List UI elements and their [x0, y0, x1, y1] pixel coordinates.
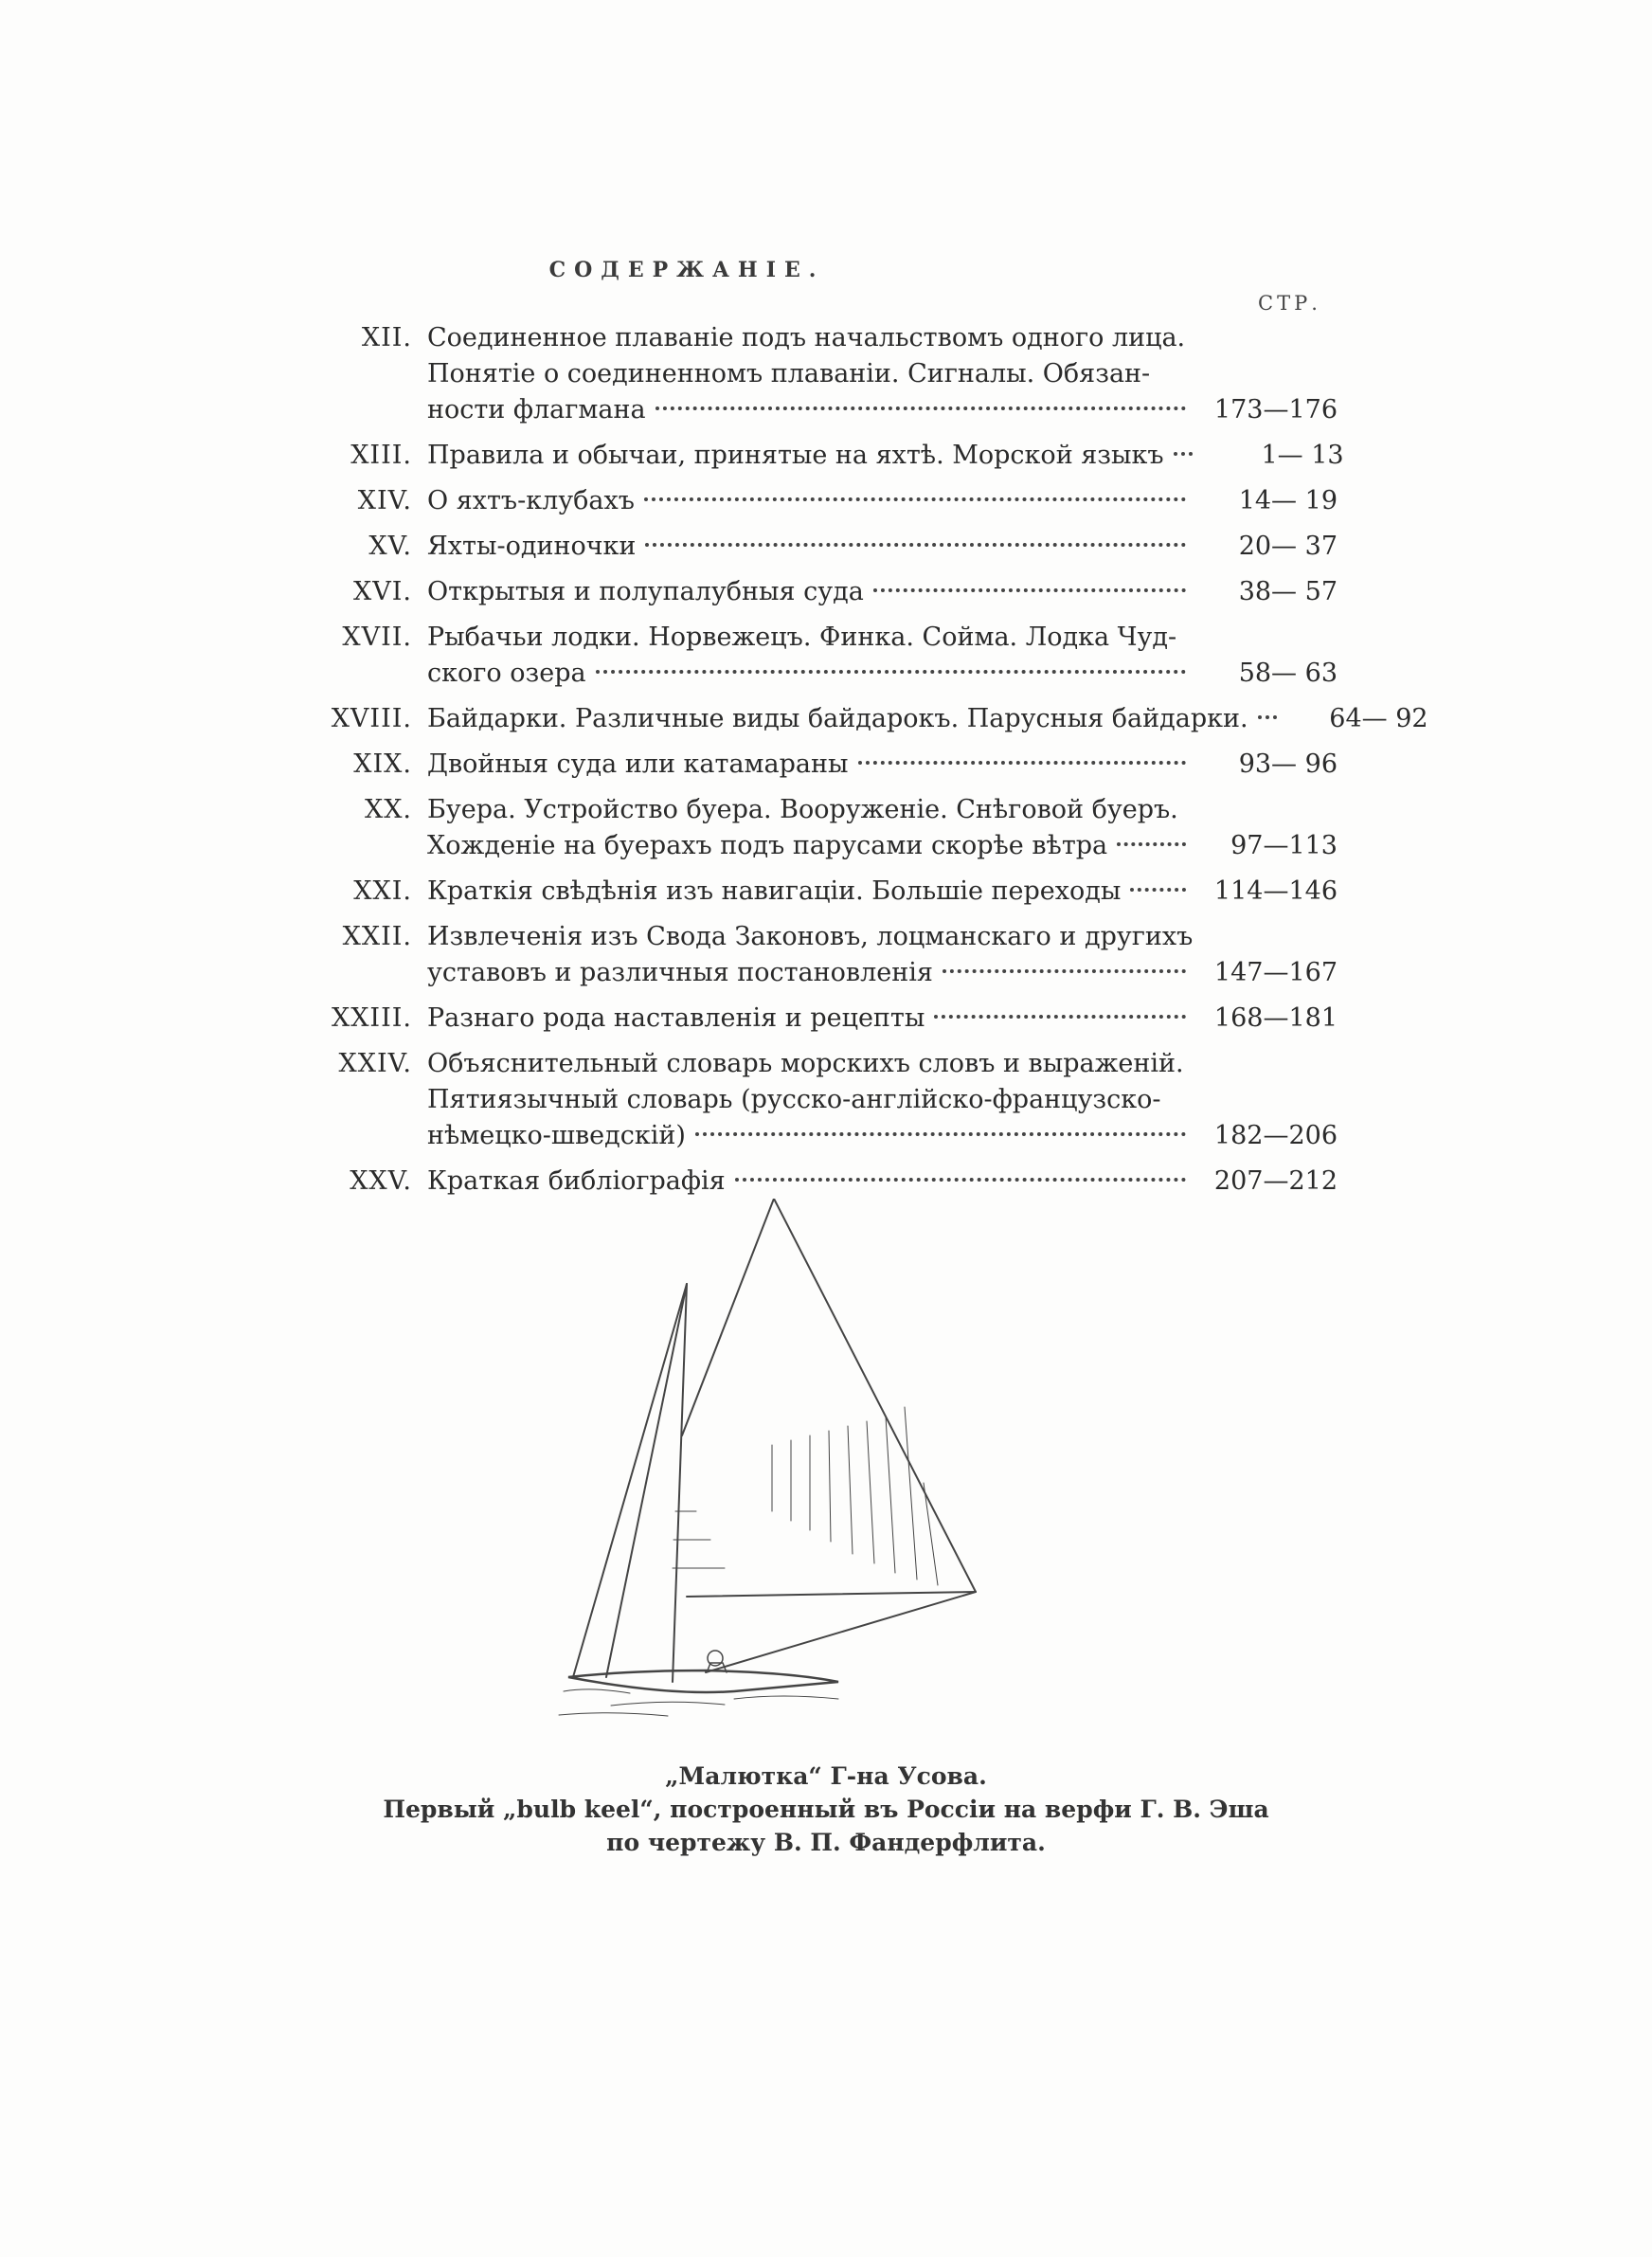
- chapter-title-line: Извлеченія изъ Свода Законовъ, лоцманскаго и другихъ: [427, 922, 1194, 951]
- dot-leader: [695, 1132, 1186, 1136]
- dot-leader: [873, 588, 1186, 592]
- page-range: 168—181: [1213, 1003, 1338, 1033]
- chapter-number: XX.: [364, 795, 412, 824]
- page-range: 173—176: [1213, 395, 1338, 424]
- chapter-title-line: Соединенное плаваніе подъ начальствомъ одного лица.: [427, 323, 1186, 352]
- page-range: 58— 63: [1238, 659, 1338, 688]
- toc-entry: [322, 438, 1344, 474]
- page-range: 38— 57: [1238, 577, 1338, 606]
- sailboat-illustration: [554, 1199, 990, 1729]
- chapter-title-line: нѣмецко-шведскій): [427, 1121, 686, 1150]
- chapter-number: XXII.: [342, 922, 412, 951]
- page-range: 20— 37: [1238, 532, 1338, 561]
- chapter-title-line: ского озера: [427, 659, 586, 688]
- chapter-title-line: Краткая библіографія: [427, 1166, 726, 1196]
- chapter-title-line: Двойныя суда или катамараны: [427, 749, 849, 779]
- dot-leader: [934, 1015, 1186, 1019]
- chapter-title-line: уставовъ и различныя постановленія: [427, 958, 933, 987]
- chapter-title-line: О яхтъ-клубахъ: [427, 486, 635, 515]
- sail-luff: [682, 1199, 774, 1435]
- page-range: 97—113: [1230, 831, 1338, 860]
- chapter-title-line: Байдарки. Различные виды байдарокъ. Парусныя байдарки.: [427, 704, 1248, 733]
- chapter-title-line: Яхты-одиночки: [427, 532, 637, 561]
- chapter-number: XXI.: [353, 876, 412, 906]
- chapter-title-line: Хожденіе на буерахъ подъ парусами скорѣе вѣтра: [427, 831, 1108, 860]
- dot-leader: [1130, 888, 1186, 892]
- page-range: 1— 13: [1261, 441, 1344, 470]
- chapter-number: XVI.: [353, 577, 412, 606]
- pages-column-label: СТР.: [1258, 292, 1321, 315]
- toc-entry: [322, 483, 1338, 519]
- chapter-title-line: ности флагмана: [427, 395, 646, 424]
- chapter-title-line: Понятіе о соединенномъ плаваніи. Сигналы. Обязан-: [427, 359, 1151, 388]
- page-range: 93— 96: [1238, 749, 1338, 779]
- chapter-number: XXIII.: [331, 1003, 412, 1033]
- caption-title: „Малютка“ Г-на Усова.: [665, 1762, 987, 1790]
- dot-leader: [644, 497, 1186, 501]
- chapter-number: XVIII.: [331, 704, 412, 733]
- dot-leader: [596, 670, 1186, 674]
- toc-entry: [322, 1164, 1338, 1200]
- toc-entry: [322, 574, 1338, 610]
- chapter-title-line: Буера. Устройство буера. Вооруженіе. Снѣговой буеръ.: [427, 795, 1178, 824]
- boom: [706, 1592, 976, 1672]
- dot-leader: [943, 969, 1186, 973]
- toc-entry: [322, 1046, 1338, 1154]
- page-range: 182—206: [1213, 1121, 1338, 1150]
- toc-entry: [322, 1001, 1338, 1037]
- chapter-title-line: Краткія свѣдѣнія изъ навигаціи. Большіе переходы: [427, 876, 1122, 906]
- hull: [568, 1670, 838, 1692]
- chapter-number: XIII.: [350, 441, 412, 470]
- page-range: 147—167: [1213, 958, 1338, 987]
- chapter-number: XIX.: [353, 749, 412, 779]
- chapter-number: XXIV.: [338, 1049, 412, 1078]
- toc-entry: [322, 620, 1338, 692]
- toc-entry: [322, 701, 1428, 737]
- dot-leader: [645, 543, 1186, 547]
- dot-leader: [1174, 452, 1193, 456]
- toc-entry: [322, 747, 1338, 783]
- caption-line-3: по чертежу В. П. Фандерфлита.: [606, 1829, 1046, 1856]
- toc-entry: [322, 529, 1338, 565]
- contents-heading: СОДЕРЖАНІЕ.: [548, 258, 825, 282]
- chapter-number: XII.: [361, 323, 412, 352]
- chapter-number: XIV.: [357, 486, 412, 515]
- chapter-number: XV.: [368, 532, 412, 561]
- chapter-title-line: Правила и обычаи, принятые на яхтѣ. Морской языкъ: [427, 441, 1164, 470]
- chapter-title-line: Пятиязычный словарь (русско-англійско-французско-: [427, 1085, 1161, 1114]
- toc-entry: [322, 874, 1338, 910]
- chapter-number: XXV.: [350, 1166, 412, 1196]
- chapter-number: XVII.: [342, 623, 412, 652]
- chapter-title-line: Разнаго рода наставленія и рецепты: [427, 1003, 925, 1033]
- caption-line-2: Первый „bulb keel“, построенный въ Россіи на верфи Г. В. Эша: [383, 1796, 1269, 1823]
- toc-entry: [322, 919, 1338, 991]
- dot-leader: [1117, 842, 1186, 846]
- chapter-title-line: Рыбачьи лодки. Норвежецъ. Финка. Сойма. Лодка Чуд-: [427, 623, 1177, 652]
- chapter-title-line: Открытыя и полупалубныя суда: [427, 577, 864, 606]
- page-range: 14— 19: [1238, 486, 1338, 515]
- dot-leader: [1258, 715, 1277, 719]
- chapter-title-line: Объяснительный словарь морскихъ словъ и выраженій.: [427, 1049, 1184, 1078]
- dot-leader: [858, 761, 1186, 765]
- toc-entry: [322, 792, 1338, 864]
- toc-entry: [322, 320, 1338, 428]
- table-of-contents: [322, 320, 1428, 1209]
- page-range: 207—212: [1213, 1166, 1338, 1196]
- page-range: 114—146: [1213, 876, 1338, 906]
- dot-leader: [655, 406, 1186, 410]
- page-range: 64— 92: [1329, 704, 1428, 733]
- dot-leader: [735, 1178, 1186, 1182]
- sail-leech: [774, 1199, 976, 1592]
